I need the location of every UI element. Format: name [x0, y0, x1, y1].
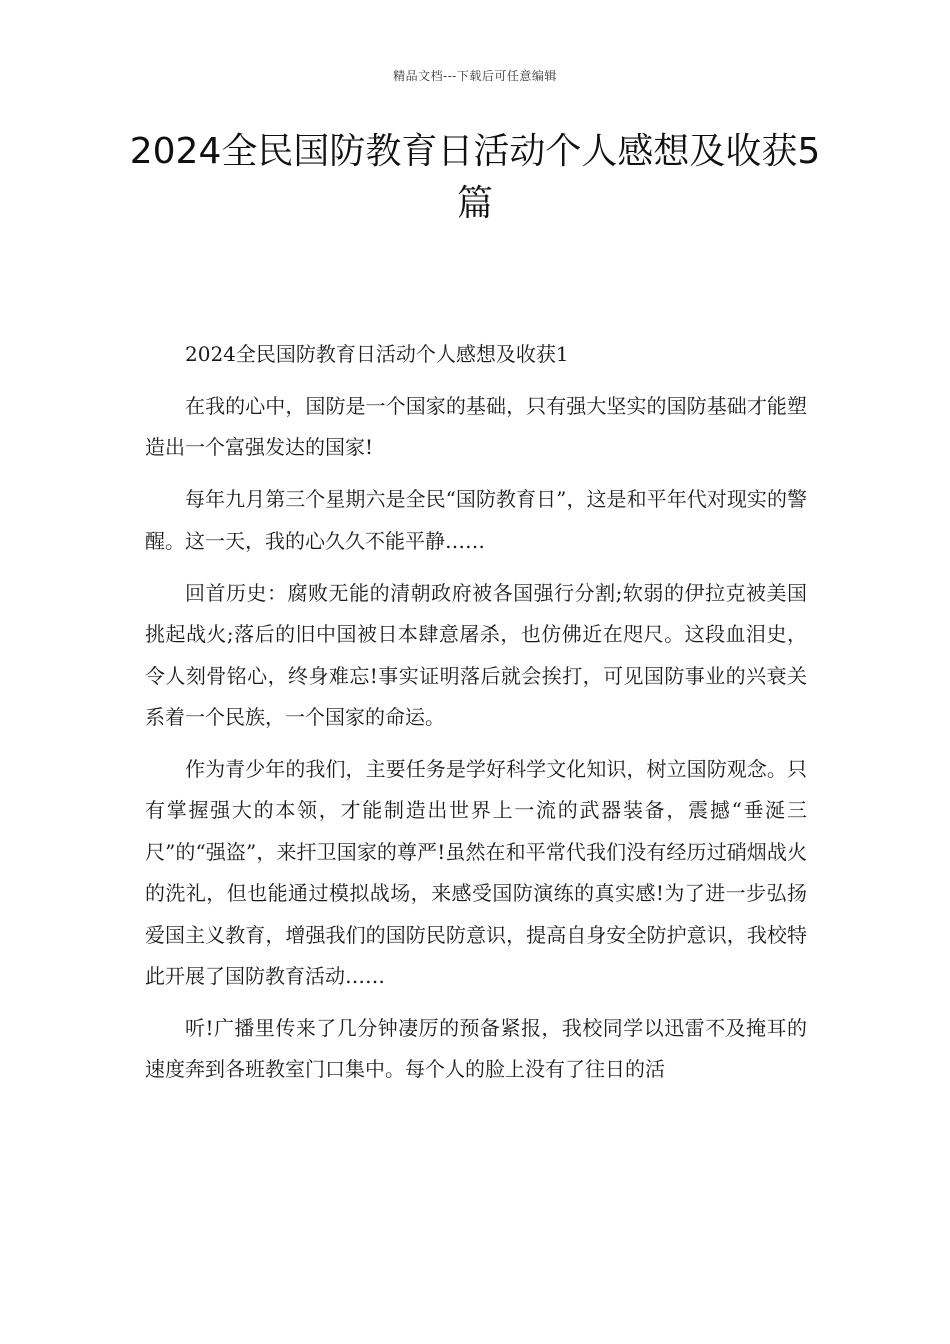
body-paragraph: 作为青少年的我们，主要任务是学好科学文化知识，树立国防观念。只有掌握强大的本领，才能制造出世界上一流的武器装备，震撼“垂涎三尺”的“强盗”，来扞卫国家的尊严!虽然在和平常代我们没有经历过硝烟战火的洗礼，但也能通过模拟战场，来感受国防演练的真实感!为了进一步弘扬爱国主义教育，增强我们的国防民防意识，提高自身安全防护意识，我校特此开展了国防教育活动…… [145, 757, 807, 989]
body-paragraph: 每年九月第三个星期六是全民“国防教育日”，这是和平年代对现实的警醒。这一天，我的心久久不能平静…… [145, 487, 807, 553]
document-title: 2024全民国防教育日活动个人感想及收获5篇 [129, 131, 821, 224]
body-paragraph: 在我的心中，国防是一个国家的基础，只有强大坚实的国防基础才能塑造出一个富强发达的国家! [145, 394, 807, 460]
body-paragraph: 听!广播里传来了几分钟凄厉的预备紧报，我校同学以迅雷不及掩耳的速度奔到各班教室门口集中。每个人的脸上没有了往日的活 [145, 1016, 807, 1082]
page-header-note: 精品文档---下载后可任意编辑 [393, 69, 557, 83]
section-heading: 2024全民国防教育日活动个人感想及收获1 [185, 342, 569, 366]
document-body [145, 334, 807, 1101]
body-paragraph: 回首历史：腐败无能的清朝政府被各国强行分割;软弱的伊拉克被美国挑起战火;落后的旧中国被日本肆意屠杀，也仿佛近在咫尺。这段血泪史，令人刻骨铭心，终身难忘!事实证明落后就会挨打，可见国防事业的兴衰关系着一个民族，一个国家的命运。 [145, 580, 807, 730]
